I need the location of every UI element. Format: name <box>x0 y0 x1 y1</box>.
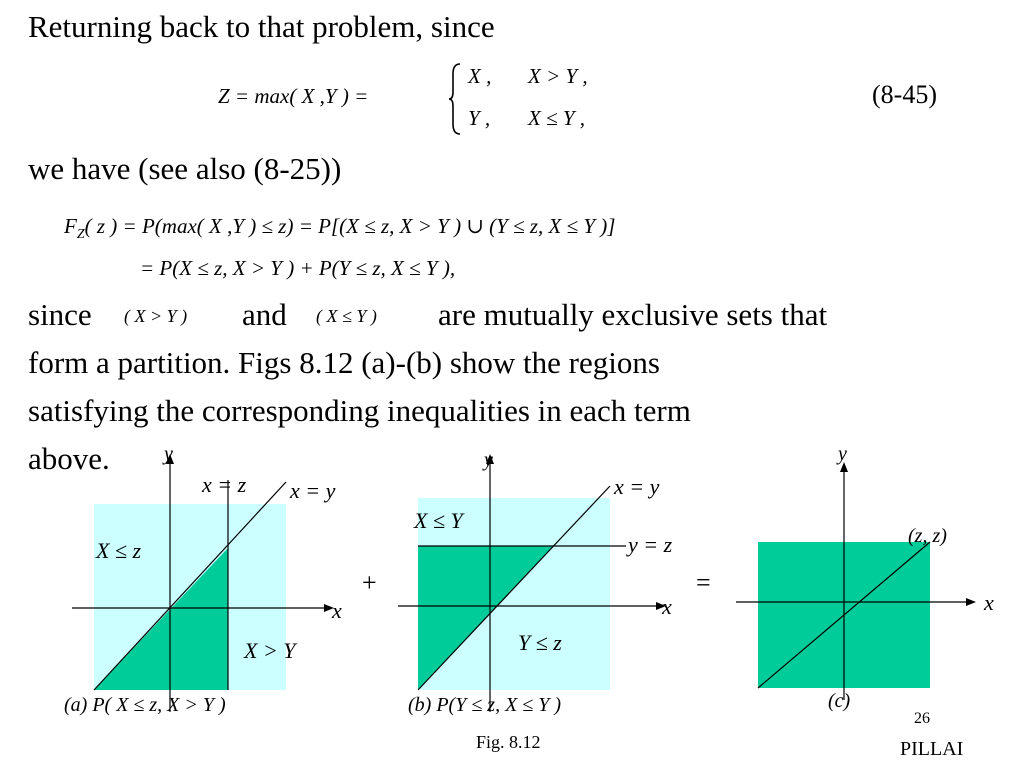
case-1-value: X , <box>468 64 492 88</box>
figure-b-region-lower-label: Y ≤ z <box>518 630 562 655</box>
figure-b-x-label: x <box>662 594 672 619</box>
figure-c-corner-label: (z, z) <box>908 525 947 547</box>
figure-a-y-label: y <box>164 443 173 465</box>
text-line-3-tail: are mutually exclusive sets that <box>438 297 828 332</box>
figure-c-caption: (c) <box>828 690 851 712</box>
equation-z-lhs: Z = max( X ,Y ) = <box>218 84 369 108</box>
set-x-greater-y: ( X > Y ) <box>124 306 188 326</box>
text-line-6: above. <box>28 441 110 476</box>
figure-b-region-upper-label: X ≤ Y <box>414 508 463 533</box>
equation-fz-line-2: = P(X ≤ z, X > Y ) + P(Y ≤ z, X ≤ Y ), <box>140 256 456 280</box>
figure-b-caption: (b) P(Y ≤ z, X ≤ Y ) <box>408 694 562 716</box>
figure-a-vertical-label: x = z <box>202 472 247 497</box>
figure-a-x-label: x <box>332 598 342 623</box>
figure-c-y-label: y <box>838 443 847 465</box>
figure-c <box>730 440 1010 710</box>
text-line-2: we have (see also (8-25)) <box>28 151 342 186</box>
equation-fz-line-1: $F_Z$( z ) = P(max( X ,Y ) ≤ z) = P[(X ≤ z, X > Y ) ∪ (Y ≤ z, X ≤ Y )] <box>64 214 616 243</box>
figure-a-caption: (a) P( X ≤ z, X > Y ) <box>64 694 226 716</box>
figure-a-diagonal-label: x = y <box>290 478 336 503</box>
figure-c-x-arrow <box>966 598 976 606</box>
equation-number: (8-45) <box>872 80 937 109</box>
figure-b-horizontal-label: y = z <box>628 532 673 557</box>
cases-brace <box>448 62 462 136</box>
case-1-condition: X > Y , <box>528 64 588 88</box>
text-and: and <box>242 297 287 332</box>
set-x-leq-y: ( X ≤ Y ) <box>316 306 377 326</box>
plus-sign: + <box>362 568 377 597</box>
case-2-value: Y , <box>468 106 491 130</box>
text-line-4: form a partition. Figs 8.12 (a)-(b) show the regions <box>28 345 660 380</box>
text-since: since <box>28 297 92 332</box>
text-line-5: satisfying the corresponding inequalities in each term <box>28 393 691 428</box>
equals-sign: = <box>696 568 711 597</box>
case-2-condition: X ≤ Y , <box>528 106 586 130</box>
page-number: 26 <box>914 710 930 727</box>
figure-caption: Fig. 8.12 <box>476 732 541 752</box>
figure-b-y-label: y <box>484 449 493 471</box>
figure-c-x-label: x <box>984 590 994 615</box>
figure-a-region-lower-label: X > Y <box>244 638 296 663</box>
text-line-1: Returning back to that problem, since <box>28 9 495 44</box>
author-label: PILLAI <box>900 738 964 760</box>
figure-a-region-upper-label: X ≤ z <box>96 538 142 563</box>
figure-b-diagonal-label: x = y <box>614 474 660 499</box>
